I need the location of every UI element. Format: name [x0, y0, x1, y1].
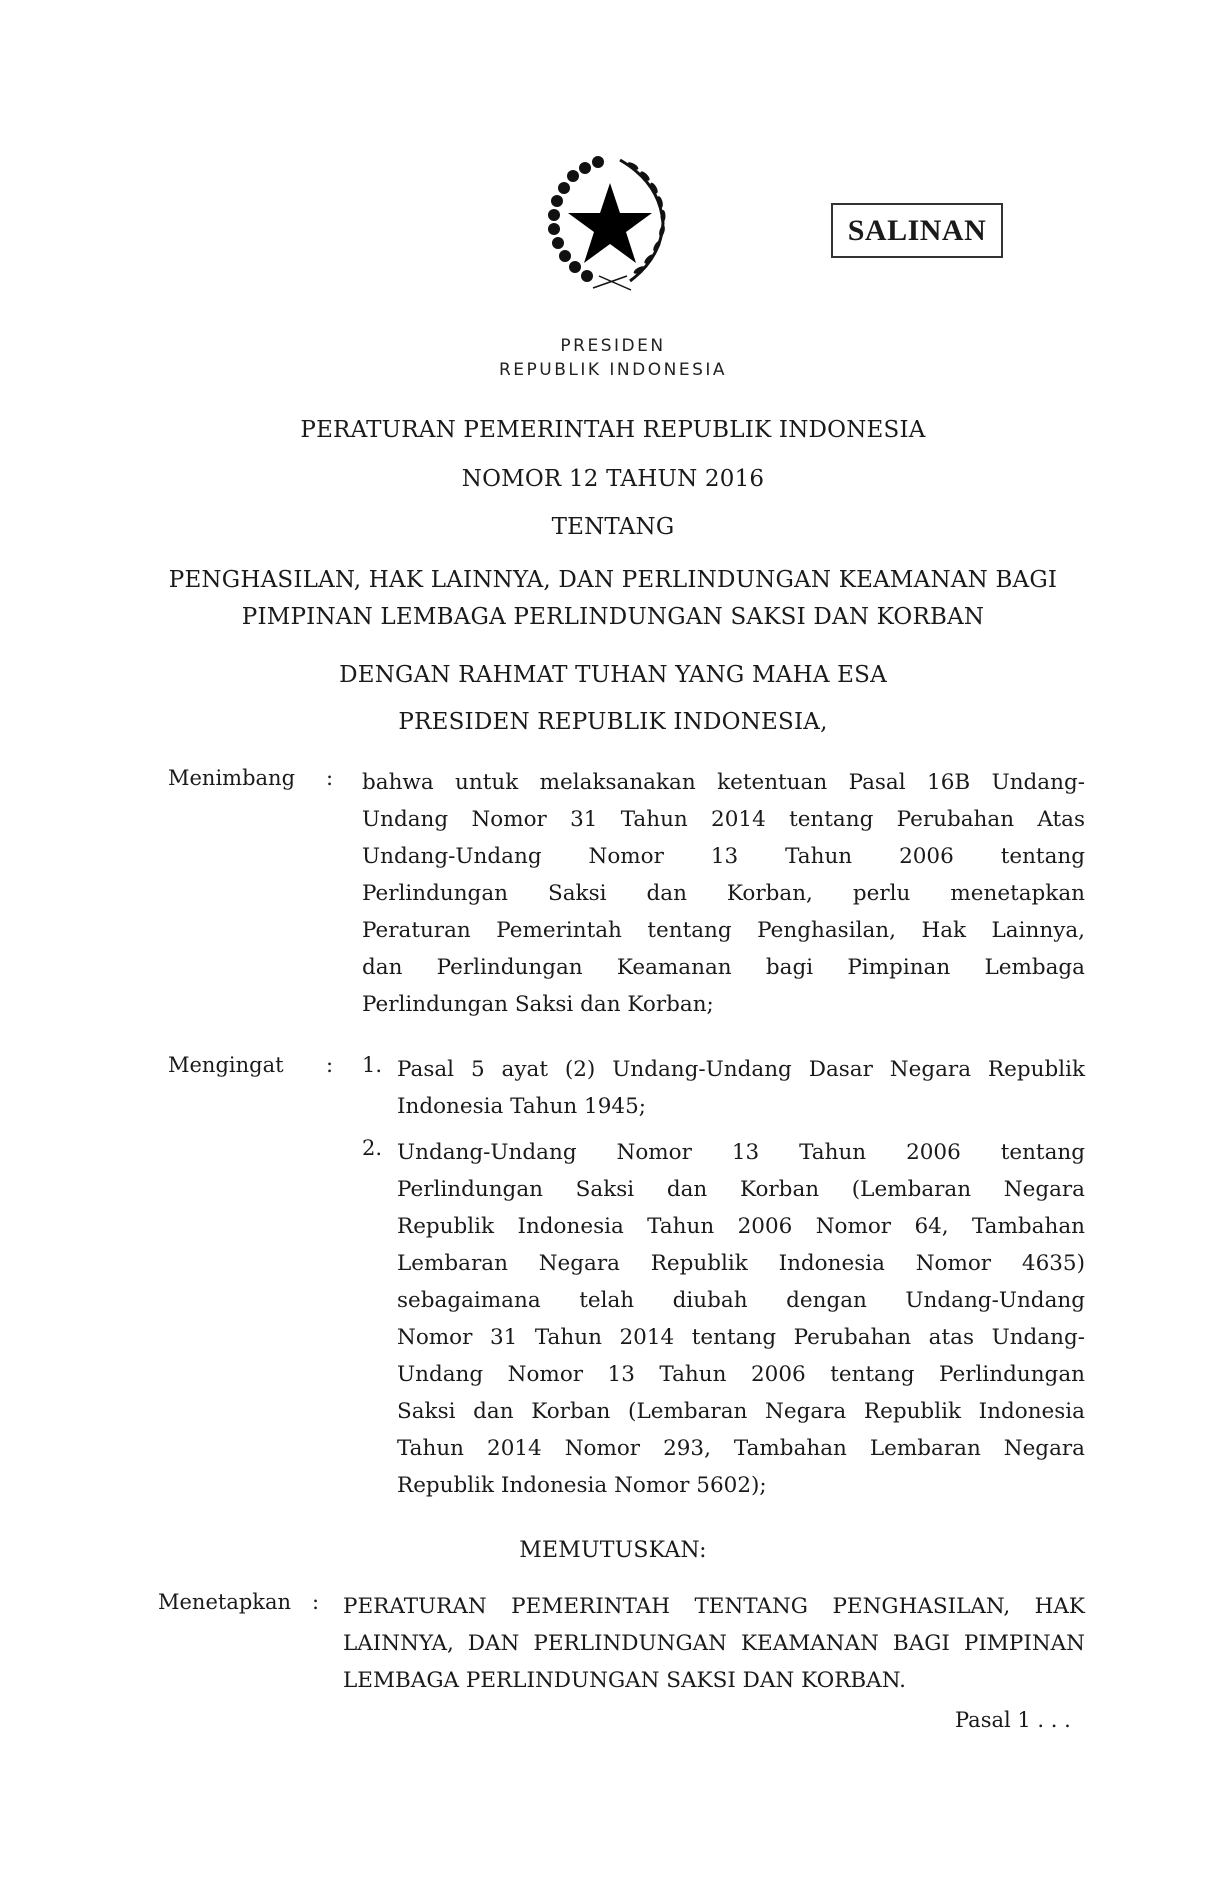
mengingat-item-1-number: 1.: [362, 1053, 383, 1077]
menimbang-line: Undang-Undang Nomor 13 Tahun 2006 tentang: [362, 844, 1085, 869]
menimbang-label: Menimbang: [168, 766, 296, 790]
mengingat-line: Lembaran Negara Republik Indonesia Nomor 4635): [397, 1251, 1085, 1276]
menetapkan-line: LEMBAGA PERLINDUNGAN SAKSI DAN KORBAN.: [343, 1668, 906, 1693]
menetapkan-line: PERATURAN PEMERINTAH TENTANG PENGHASILAN, HAK: [343, 1594, 1085, 1619]
mengingat-item-2: [397, 1134, 1085, 1504]
tentang-heading: TENTANG: [551, 514, 675, 540]
mengingat-line: Pasal 5 ayat (2) Undang-Undang Dasar Negara Republik: [397, 1057, 1085, 1082]
menetapkan-text: [343, 1588, 1085, 1699]
menetapkan-label: Menetapkan: [158, 1590, 292, 1614]
mengingat-item-2-number: 2.: [362, 1136, 383, 1160]
opening-line-2: PRESIDEN REPUBLIK INDONESIA,: [398, 709, 828, 735]
regulation-number: NOMOR 12 TAHUN 2016: [461, 466, 765, 492]
menetapkan-line: LAINNYA, DAN PERLINDUNGAN KEAMANAN BAGI PIMPINAN: [343, 1631, 1085, 1656]
menimbang-line: Perlindungan Saksi dan Korban;: [362, 992, 714, 1017]
mengingat-line: Tahun 2014 Nomor 293, Tambahan Lembaran Negara: [397, 1436, 1085, 1461]
menimbang-colon: :: [326, 766, 334, 790]
mengingat-line: Perlindungan Saksi dan Korban (Lembaran Negara: [397, 1177, 1085, 1202]
mengingat-line: Republik Indonesia Nomor 5602);: [397, 1473, 767, 1498]
menimbang-line: bahwa untuk melaksanakan ketentuan Pasal 16B Undang-: [362, 770, 1085, 795]
page-continuation: Pasal 1 . . .: [955, 1708, 1071, 1732]
menimbang-line: dan Perlindungan Keamanan bagi Pimpinan Lembaga: [362, 955, 1085, 980]
regulation-title: PERATURAN PEMERINTAH REPUBLIK INDONESIA: [300, 417, 926, 443]
mengingat-line: Republik Indonesia Tahun 2006 Nomor 64, Tambahan: [397, 1214, 1085, 1239]
mengingat-line: Undang Nomor 13 Tahun 2006 tentang Perlindungan: [397, 1362, 1085, 1387]
menimbang-line: Peraturan Pemerintah tentang Penghasilan, Hak Lainnya,: [362, 918, 1085, 943]
mengingat-line: Undang-Undang Nomor 13 Tahun 2006 tentang: [397, 1140, 1085, 1165]
menimbang-text: [362, 764, 1085, 1023]
office-line-republik: REPUBLIK INDONESIA: [498, 360, 728, 380]
mengingat-line: Saksi dan Korban (Lembaran Negara Republik Indonesia: [397, 1399, 1085, 1424]
memutuskan-heading: MEMUTUSKAN:: [519, 1538, 707, 1563]
opening-line-1: DENGAN RAHMAT TUHAN YANG MAHA ESA: [339, 662, 887, 688]
presidential-star-emblem-icon: [535, 148, 685, 298]
mengingat-line: sebagaimana telah diubah dengan Undang-Undang: [397, 1288, 1085, 1313]
menetapkan-colon: :: [312, 1590, 320, 1614]
office-line-presiden: PRESIDEN: [560, 336, 666, 356]
mengingat-colon: :: [326, 1053, 334, 1077]
mengingat-label: Mengingat: [168, 1053, 284, 1077]
salinan-stamp: SALINAN: [831, 203, 1003, 258]
menimbang-line: Undang Nomor 31 Tahun 2014 tentang Perubahan Atas: [362, 807, 1085, 832]
menimbang-line: Perlindungan Saksi dan Korban, perlu menetapkan: [362, 881, 1085, 906]
mengingat-line: Nomor 31 Tahun 2014 tentang Perubahan atas Undang-: [397, 1325, 1085, 1350]
subject-line-2: PIMPINAN LEMBAGA PERLINDUNGAN SAKSI DAN KORBAN: [241, 604, 985, 630]
mengingat-item-1: [397, 1051, 1085, 1125]
mengingat-line: Indonesia Tahun 1945;: [397, 1094, 647, 1119]
subject-line-1: PENGHASILAN, HAK LAINNYA, DAN PERLINDUNGAN KEAMANAN BAGI: [168, 567, 1058, 593]
